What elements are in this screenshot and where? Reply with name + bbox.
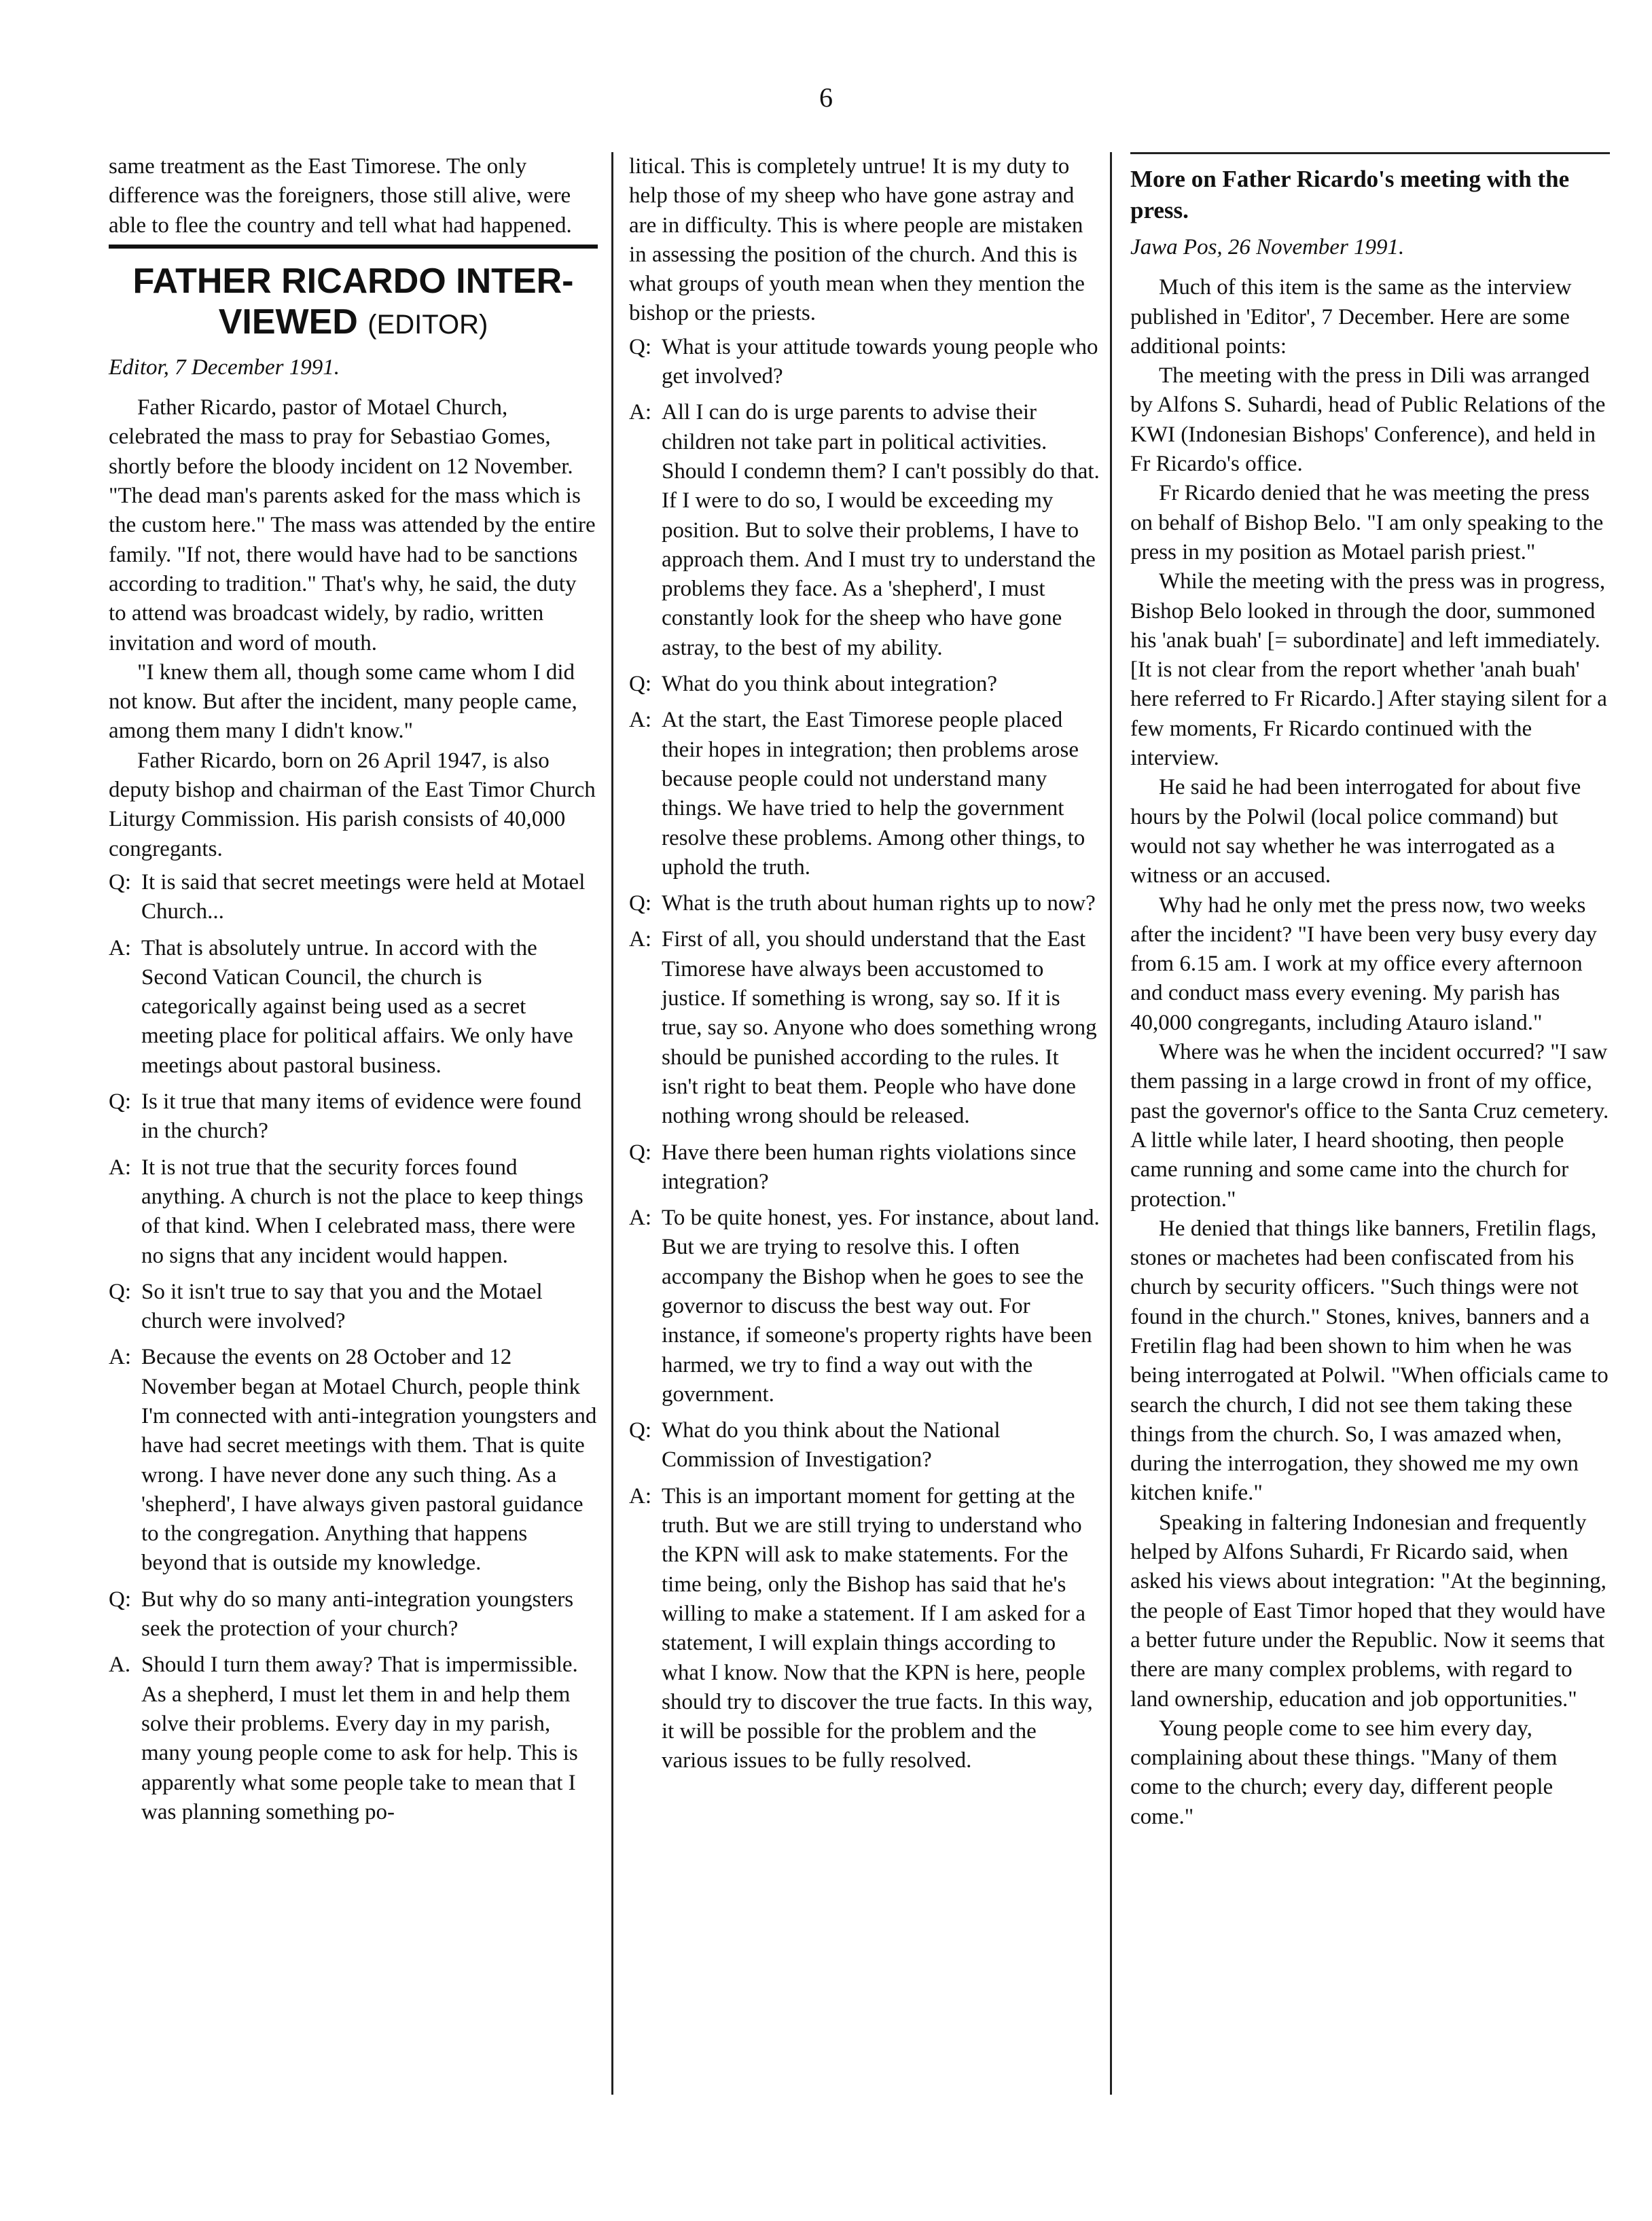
qa-mark: Q: (109, 1089, 131, 1115)
qa-text: What is the truth about human rights up to now? (662, 891, 1096, 916)
qa-mark: A: (629, 400, 651, 425)
qa-item (629, 889, 1100, 918)
qa-text: It is said that secret meetings were held at Motael Church... (141, 869, 586, 924)
qa-item (629, 706, 1100, 882)
column-divider-2 (1110, 152, 1112, 2095)
body-paragraph: He denied that things like banners, Fretilin flags, stones or machetes had been confiscated from his church by security officers. "Such things were not found in the church." Stones, knives, banners and a Fretilin flag had been shown to him when he was being interrogated at Polwil. "When officials came to search the church, I did not see them taking these things from the church. So, I was amazed when, during the interrogation, they showed me my own kitchen knife." (1130, 1216, 1609, 1506)
qa-text: Should I turn them away? That is impermissible. As a shepherd, I must let them in and help them solve their problems. Every day in my parish, many young people come to ask for help. This is apparently what some people take to mean that I was planning something po- (141, 1653, 578, 1824)
qa-mark: Q: (629, 334, 651, 359)
qa-text: Is it true that many items of evidence were found in the church? (141, 1089, 581, 1144)
page-number: 6 (819, 82, 833, 113)
column-3 (1130, 152, 1610, 1832)
qa-item (109, 934, 598, 1081)
qa-text: What do you think about the National Commission of Investigation? (662, 1418, 1001, 1473)
continued-paragraph: litical. This is completely untrue! It is my duty to help those of my sheep who have gone astray and are in difficulty. This is where people are mistaken in assessing the position of the church. And this is what groups of youth mean when they mention the bishop or the priests. (629, 154, 1085, 326)
qa-mark: Q: (109, 1587, 131, 1612)
intro-paragraph: same treatment as the East Timorese. The only difference was the foreigners, those still alive, were able to flee the country and tell what had happened. (109, 154, 572, 238)
qa-text: All I can do is urge parents to advise their children not take part in political activities. Should I condemn them? I can't possibly do that. If I were to do so, I would be exceeding my position. But to solve their problems, I have to approach them. And I must try to understand the problems they face. As a 'shepherd', I must constantly look for the sheep who have gone astray, to the best of my ability. (662, 400, 1100, 660)
qa-text: What is your attitude towards young people who get involved? (662, 334, 1098, 389)
article-headline (109, 261, 598, 345)
qa-mark: Q: (629, 672, 651, 697)
qa-text: So it isn't true to say that you and the Motael church were involved? (141, 1279, 543, 1334)
qa-mark: Q: (629, 1418, 651, 1443)
qa-item (109, 1650, 598, 1827)
body-paragraph: Why had he only met the press now, two weeks after the incident? "I have been very busy every day from 6.15 am. I work at my office every afternoon and conduct mass every evening. My parish has 40,000 congregants, including Atauro island." (1130, 892, 1597, 1035)
qa-item (109, 1087, 598, 1146)
column-1 (109, 152, 598, 1834)
qa-text: What do you think about integration? (662, 672, 997, 697)
qa-item (629, 1204, 1100, 1409)
body-paragraph: Young people come to see him every day, complaining about these things. "Many of them come to the church; every day, different people come." (1130, 1716, 1558, 1829)
body-paragraph: Fr Ricardo denied that he was meeting the press on behalf of Bishop Belo. "I am only speaking to the press in my position as Motael parish priest." (1130, 481, 1604, 564)
qa-text: But why do so many anti-integration youngsters seek the protection of your church? (141, 1587, 574, 1642)
qa-text: That is absolutely untrue. In accord with the Second Vatican Council, the church is categorically against being used as a secret meeting place for political affairs. We only have meetings about pastoral business. (141, 935, 573, 1078)
article-subhead: More on Father Ricardo's meeting with the press. (1130, 166, 1570, 223)
qa-item (109, 868, 598, 927)
qa-mark: A: (629, 1206, 651, 1231)
headline-suffix: (EDITOR) (367, 309, 488, 340)
qa-item (109, 1278, 598, 1337)
body-paragraph: Father Ricardo, pastor of Motael Church, celebrated the mass to pray for Sebastiao Gomes, shortly before the bloody incident on 12 November. "The dead man's parents asked for the mass which is the custom here." The mass was attended by the entire family. "If not, there would have had to be sanctions according to tradition." That's why, he said, the duty to attend was broadcast widely, by radio, written invitation and word of mouth. (109, 395, 596, 655)
qa-item (109, 1585, 598, 1644)
section-rule (109, 245, 598, 249)
article-source: Jawa Pos, 26 November 1991. (1130, 235, 1405, 259)
qa-mark: Q: (109, 1279, 131, 1304)
qa-mark: Q: (109, 869, 131, 895)
body-paragraph: While the meeting with the press was in progress, Bishop Belo looked in through the door, summoned his 'anak buah' [= subordinate] and left immediately. [It is not clear from the report whether 'anah buah' here referred to Fr Ricardo.] After staying silent for a few moments, Fr Ricardo continued with the interview. (1130, 569, 1607, 771)
qa-item (109, 1343, 598, 1578)
column-2 (629, 152, 1100, 1783)
qa-item (629, 1416, 1100, 1475)
qa-mark: A: (629, 708, 651, 733)
qa-text: First of all, you should understand that the East Timorese have always been accustomed to justice. If something is wrong, say so. If it is true, say so. Anyone who does something wrong should be punished according to the rules. It isn't right to beat them. People who have done nothing wrong should be released. (662, 927, 1097, 1129)
article-source: Editor, 7 December 1991. (109, 355, 340, 380)
qa-text: This is an important moment for getting at the truth. But we are still trying to understand who the KPN will ask to make statements. For the time being, only the Bishop has said that he's willing to make a statement. If I am asked for a statement, I will explain things according to what I know. Now that the KPN is here, people should try to discover the true facts. In this way, it will be possible for the problem and the various issues to be fully resolved. (662, 1483, 1093, 1773)
body-paragraph: "I knew them all, though some came whom I did not know. But after the incident, many people came, among them many I didn't know." (109, 660, 577, 744)
qa-text: To be quite honest, yes. For instance, about land. But we are trying to resolve this. I often accompany the Bishop when he goes to see the governor to discuss the best way out. For instance, if someone's property rights have been harmed, we try to find a way out with the government. (662, 1206, 1100, 1407)
qa-item (629, 925, 1100, 1131)
headline-main: FATHER RICARDO INTER-VIEWED (132, 261, 574, 342)
column-divider-1 (611, 152, 613, 2095)
qa-item (629, 1482, 1100, 1776)
section-rule (1130, 152, 1610, 154)
body-paragraph: Father Ricardo, born on 26 April 1947, is also deputy bishop and chairman of the East Timor Church Liturgy Commission. His parish consists of 40,000 congregants. (109, 748, 596, 861)
qa-mark: A: (109, 1345, 131, 1370)
qa-text: At the start, the East Timorese people placed their hopes in integration; then problems arose because people could not understand many things. We have tried to help the government resolve these problems. Among other things, to uphold the truth. (662, 708, 1085, 880)
qa-item (629, 398, 1100, 663)
qa-mark: A: (629, 1483, 651, 1509)
body-paragraph: He said he had been interrogated for about five hours by the Polwil (local police command) but would not say whether he was interrogated as a witness or an accused. (1130, 775, 1581, 888)
qa-item (629, 333, 1100, 392)
qa-mark: Q: (629, 1140, 651, 1165)
qa-item (629, 670, 1100, 699)
qa-text: It is not true that the security forces found anything. A church is not the place to keep things of that kind. When I celebrated mass, there were no signs that any incident would happen. (141, 1155, 583, 1268)
qa-text: Because the events on 28 October and 12 November began at Motael Church, people think I'm connected with anti-integration youngsters and have had secret meetings with them. That is quite wrong. I have never done any such thing. As a 'shepherd', I have always given pastoral guidance to the congregation. Anything that happens beyond that is outside my knowledge. (141, 1345, 597, 1576)
body-paragraph: Where was he when the incident occurred? "I saw them passing in a large crowd in front of my office, past the governor's office to the Santa Cruz cemetery. A little while later, I heard shooting, then people came running and some came into the church for protection." (1130, 1040, 1609, 1212)
qa-mark: Q: (629, 891, 651, 916)
qa-mark: A: (109, 935, 131, 960)
qa-text: Have there been human rights violations since integration? (662, 1140, 1077, 1194)
body-paragraph: The meeting with the press in Dili was arranged by Alfons S. Suhardi, head of Public Relations of the KWI (Indonesian Bishops' Conference), and held in Fr Ricardo's office. (1130, 363, 1606, 477)
qa-item (109, 1153, 598, 1271)
qa-mark: A: (109, 1155, 131, 1180)
qa-item (629, 1138, 1100, 1197)
body-paragraph: Much of this item is the same as the interview published in 'Editor', 7 December. Here are some additional points: (1130, 275, 1572, 359)
body-paragraph: Speaking in faltering Indonesian and frequently helped by Alfons Suhardi, Fr Ricardo said, when asked his views about integration: "At the beginning, the people of East Timor hoped that they would have a better future under the Republic. Now it seems that there are many complex problems, with regard to land ownership, education and job opportunities." (1130, 1510, 1606, 1712)
qa-mark: A: (629, 927, 651, 952)
qa-mark: A. (109, 1653, 131, 1678)
